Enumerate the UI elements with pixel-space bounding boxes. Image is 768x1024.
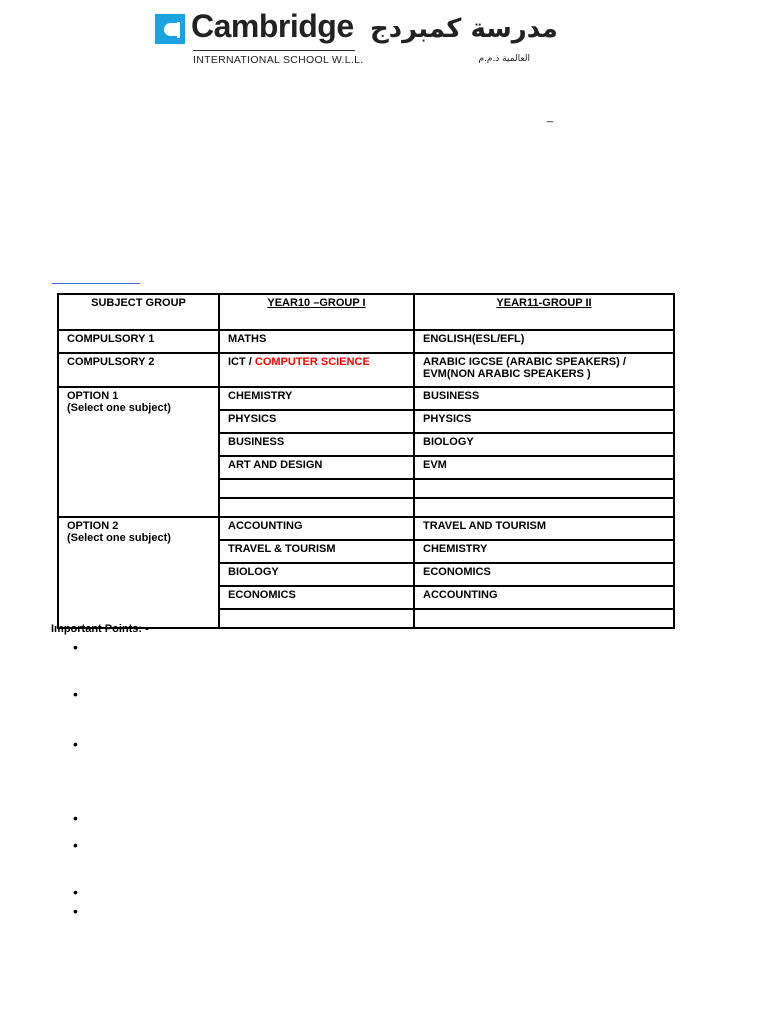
logo-arabic-subtitle: العالمية ذ.م.م	[478, 54, 530, 64]
year11-subject: ECONOMICS	[414, 563, 674, 586]
year10-subject: TRAVEL & TOURISM	[219, 540, 414, 563]
bullet-point: •	[73, 686, 78, 702]
table-header-row	[58, 294, 674, 330]
important-points-heading: Important Points: -	[51, 623, 149, 635]
bullet-point: •	[73, 736, 78, 752]
year10-subject: BIOLOGY	[219, 563, 414, 586]
logo-divider	[193, 50, 355, 51]
year10-subject: ART AND DESIGN	[219, 456, 414, 479]
table-row	[58, 387, 674, 410]
year10-subject: MATHS	[219, 330, 414, 353]
year10-subject: ECONOMICS	[219, 586, 414, 609]
option-label: OPTION 1	[67, 390, 119, 402]
bullet-point: •	[73, 810, 78, 826]
group-label	[58, 517, 219, 628]
year10-subject: CHEMISTRY	[219, 387, 414, 410]
year11-subject	[414, 498, 674, 517]
school-logo	[155, 8, 558, 74]
header-year10: YEAR10 –GROUP I	[219, 294, 414, 330]
option-note: (Select one subject)	[67, 402, 171, 414]
year11-subject: ENGLISH(ESL/EFL)	[414, 330, 674, 353]
year11-subject: TRAVEL AND TOURISM	[414, 517, 674, 540]
year11-subject: ACCOUNTING	[414, 586, 674, 609]
year10-subject	[219, 353, 414, 387]
year10-subject	[219, 479, 414, 498]
year11-subject: BIOLOGY	[414, 433, 674, 456]
year10-subject	[219, 498, 414, 517]
group-label: COMPULSORY 2	[58, 353, 219, 387]
year11-subject: ARABIC IGCSE (ARABIC SPEAKERS) / EVM(NON ARABIC SPEAKERS )	[414, 353, 674, 387]
year10-subject: BUSINESS	[219, 433, 414, 456]
year11-subject: EVM	[414, 456, 674, 479]
year11-subject: PHYSICS	[414, 410, 674, 433]
option-label: OPTION 2	[67, 520, 119, 532]
subject-table	[57, 293, 675, 629]
logo-mark-icon	[155, 14, 185, 44]
year10-subject	[219, 609, 414, 628]
table-row	[58, 330, 674, 353]
year10-subject: PHYSICS	[219, 410, 414, 433]
bullet-point: •	[73, 639, 78, 655]
table-row	[58, 517, 674, 540]
header-subject-group: SUBJECT GROUP	[58, 294, 219, 330]
hyperlink-underline[interactable]	[52, 283, 140, 284]
bullet-point: •	[73, 884, 78, 900]
highlighted-subject: COMPUTER SCIENCE	[254, 356, 370, 368]
bullet-point: •	[73, 837, 78, 853]
subject-text: ICT /	[228, 356, 255, 368]
logo-arabic-name: مدرسة كمبردج	[370, 14, 558, 44]
option-note: (Select one subject)	[67, 532, 171, 544]
group-label: COMPULSORY 1	[58, 330, 219, 353]
group-label	[58, 387, 219, 517]
table-row	[58, 353, 674, 387]
bullet-point: •	[73, 903, 78, 919]
dash-mark: _	[547, 111, 554, 123]
year11-subject: BUSINESS	[414, 387, 674, 410]
year11-subject	[414, 479, 674, 498]
year11-subject	[414, 609, 674, 628]
logo-name: Cambridge	[191, 8, 354, 44]
header-year11: YEAR11-GROUP II	[414, 294, 674, 330]
year11-subject: CHEMISTRY	[414, 540, 674, 563]
logo-subtitle: INTERNATIONAL SCHOOL W.L.L.	[193, 54, 364, 66]
year10-subject: ACCOUNTING	[219, 517, 414, 540]
